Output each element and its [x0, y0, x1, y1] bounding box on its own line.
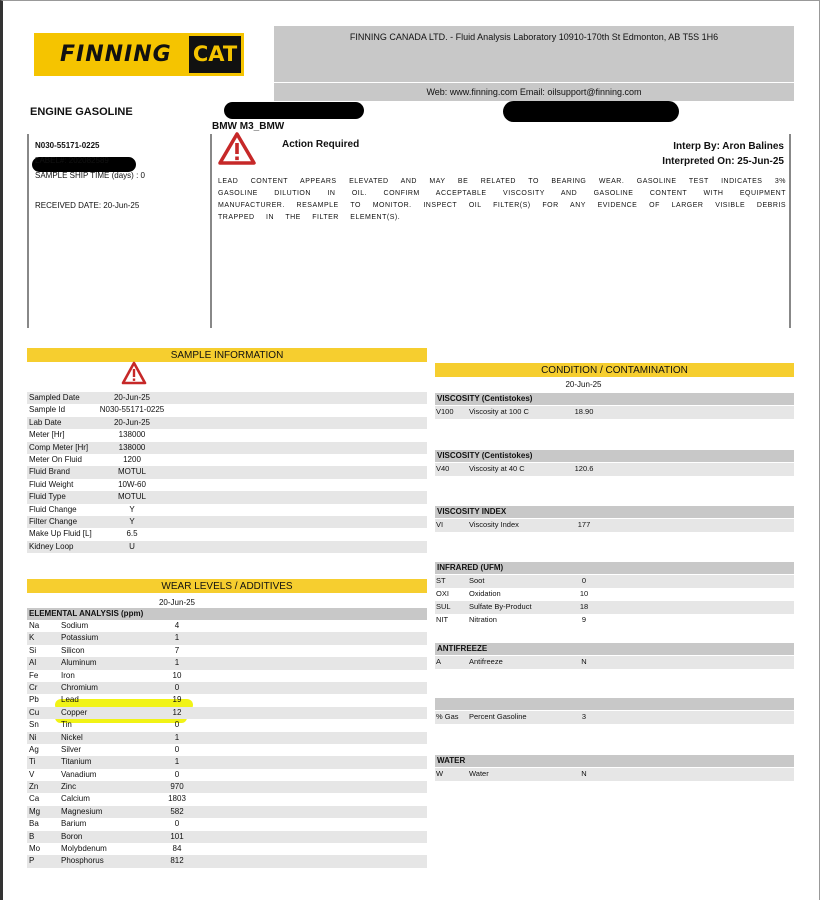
- group-header-ir: INFRARED (UFM): [435, 562, 794, 574]
- group-header-vi: VISCOSITY INDEX: [435, 506, 794, 518]
- condition-name: Viscosity at 40 C: [469, 464, 525, 473]
- element-symbol: Si: [29, 645, 37, 655]
- element-symbol: Sn: [29, 720, 39, 730]
- row-value: N030-55171-0225: [99, 405, 165, 415]
- interp-by: Interp By: Aron Balines: [673, 141, 784, 152]
- condition-symbol: V100: [436, 407, 454, 416]
- element-symbol: Ni: [29, 732, 37, 742]
- element-name: Phosphorus: [61, 856, 104, 866]
- element-name: Magnesium: [61, 806, 103, 816]
- sample-id: N030-55171-0225: [35, 141, 100, 150]
- divider-line: [210, 134, 212, 328]
- element-value: 101: [170, 831, 184, 841]
- condition-name: Viscosity at 100 C: [469, 407, 529, 416]
- elemental-table: [27, 620, 427, 868]
- warning-icon: [121, 361, 147, 385]
- element-value: 582: [170, 806, 184, 816]
- table-row: [27, 632, 427, 644]
- condition-value: N: [581, 657, 587, 666]
- condition-value: 18: [579, 602, 589, 611]
- element-name: Lead: [61, 695, 79, 705]
- row-label: Sample Id: [29, 405, 66, 415]
- condition-value: 18.90: [574, 407, 594, 416]
- condition-name: Water: [469, 769, 489, 778]
- element-name: Silver: [61, 744, 82, 754]
- element-value: 0: [174, 769, 180, 779]
- condition-value: 3: [581, 712, 587, 721]
- element-symbol: P: [29, 856, 35, 866]
- element-name: Iron: [61, 670, 75, 680]
- condition-name: Percent Gasoline: [469, 712, 527, 721]
- table-row: [27, 479, 427, 491]
- row-value: 10W-60: [118, 479, 146, 489]
- finning-cat-logo: [34, 33, 244, 76]
- table-row: [27, 831, 427, 843]
- lab-contact: Web: www.finning.com Email: oilsupport@finning.com: [426, 87, 642, 97]
- table-row: [435, 575, 794, 588]
- condition-date: 20-Jun-25: [565, 380, 602, 389]
- row-label: Meter On Fluid: [29, 454, 82, 464]
- interp-on: Interpreted On: 25-Jun-25: [662, 156, 784, 167]
- element-name: Titanium: [61, 757, 92, 767]
- element-symbol: Ca: [29, 794, 40, 804]
- table-row: [27, 756, 427, 768]
- row-value: Y: [129, 504, 135, 514]
- table-row: [27, 769, 427, 781]
- element-name: Potassium: [61, 633, 99, 643]
- lab-address: FINNING CANADA LTD. - Fluid Analysis Laboratory 10910-170th St Edmonton, AB T5S 1H6: [349, 32, 719, 42]
- element-value: 4: [174, 621, 180, 630]
- table-row: [27, 466, 427, 478]
- table-row: [27, 843, 427, 855]
- condition-symbol: NIT: [436, 615, 449, 624]
- row-label: Lab Date: [29, 417, 62, 427]
- element-symbol: Na: [29, 621, 40, 630]
- element-name: Sodium: [61, 621, 89, 630]
- row-value: 1200: [123, 454, 141, 464]
- row-label: Sampled Date: [29, 393, 80, 402]
- element-value: 970: [170, 782, 184, 792]
- element-name: Barium: [61, 819, 87, 829]
- interpretation-comment: LEAD CONTENT APPEARS ELEVATED AND MAY BE RELATED TO BEARING WEAR. GASOLINE TEST INDICATES 3% GASOLINE DILUTION IN OIL. CONFIRM ACCEPTABLE VISCOSITY AND GASOLINE CONTENT WITH EQUIPMENT MANUFACTURER. RESAMPLE TO MONITOR. INSPECT OIL FILTER(S) FOR ANY EVIDENCE OF LARGER VISIBLE DEBRIS TRAPPED IN THE FILTER ELEMENT(S).: [218, 178, 786, 221]
- redaction-bar: [224, 102, 364, 119]
- table-row: [27, 744, 427, 756]
- table-row: [27, 670, 427, 682]
- row-value: 138000: [118, 430, 146, 440]
- element-value: 1: [174, 757, 180, 767]
- element-value: 0: [174, 744, 180, 754]
- element-symbol: Pb: [29, 695, 39, 705]
- element-symbol: Mo: [29, 844, 41, 854]
- element-value: 1803: [168, 794, 186, 804]
- table-row: [27, 781, 427, 793]
- cat-wordmark: CAT: [189, 36, 241, 73]
- element-symbol: Zn: [29, 782, 39, 792]
- element-symbol: B: [29, 831, 35, 841]
- table-row: [27, 719, 427, 731]
- equipment-title: BMW M3_BMW: [212, 121, 285, 132]
- condition-symbol: VI: [436, 520, 444, 529]
- table-row: [27, 392, 427, 404]
- table-row: [435, 601, 794, 614]
- element-name: Silicon: [61, 645, 85, 655]
- row-value: Y: [129, 516, 135, 526]
- row-label: Fluid Brand: [29, 467, 70, 477]
- element-symbol: V: [29, 769, 35, 779]
- condition-name: Oxidation: [469, 589, 501, 598]
- element-value: 7: [174, 645, 180, 655]
- table-row: [27, 855, 427, 867]
- row-value: 20-Jun-25: [113, 393, 151, 402]
- table-row: [27, 491, 427, 503]
- element-name: Copper: [61, 707, 88, 717]
- condition-name: Nitration: [469, 615, 497, 624]
- condition-name: Sulfate By-Product: [469, 602, 532, 611]
- condition-header: CONDITION / CONTAMINATION: [435, 363, 794, 377]
- element-value: 1: [174, 633, 180, 643]
- row-value: 20-Jun-25: [113, 417, 151, 427]
- element-name: Tin: [61, 720, 72, 730]
- finning-wordmark: FINNING: [60, 42, 172, 67]
- element-value: 812: [170, 856, 184, 866]
- row-value: MOTUL: [118, 467, 146, 477]
- row-label: Meter [Hr]: [29, 430, 65, 440]
- condition-symbol: V40: [436, 464, 450, 473]
- group-header-gas: [435, 698, 794, 710]
- table-row: [27, 707, 427, 719]
- table-row: [27, 417, 427, 429]
- element-name: Molybdenum: [61, 844, 107, 854]
- table-row: [435, 406, 794, 419]
- sample-info-header: SAMPLE INFORMATION: [27, 348, 427, 362]
- table-row: [27, 694, 427, 706]
- element-symbol: Ti: [29, 757, 36, 767]
- sample-info-table: [27, 392, 427, 553]
- condition-symbol: OXI: [436, 589, 449, 598]
- group-header-water: WATER: [435, 755, 794, 767]
- table-row: [27, 516, 427, 528]
- condition-name: Antifreeze: [469, 657, 503, 666]
- table-row: [27, 818, 427, 830]
- condition-value: 177: [577, 520, 591, 529]
- row-label: Filter Change: [29, 516, 78, 526]
- table-row: [27, 429, 427, 441]
- table-row: [435, 711, 794, 724]
- table-row: [27, 657, 427, 669]
- row-value: 138000: [118, 442, 146, 452]
- table-row: [435, 768, 794, 781]
- table-row: [27, 528, 427, 540]
- redaction-bar: [503, 101, 679, 122]
- sample-ship-time: SAMPLE SHIP TIME (days) : 0: [35, 171, 145, 180]
- element-name: Zinc: [61, 782, 77, 792]
- condition-symbol: ST: [436, 576, 446, 585]
- compartment-title: ENGINE GASOLINE: [30, 106, 133, 118]
- condition-value: 120.6: [574, 464, 594, 473]
- table-row: [27, 793, 427, 805]
- table-row: [27, 541, 427, 553]
- element-value: 0: [174, 682, 180, 692]
- warning-icon: [218, 132, 256, 165]
- element-symbol: Al: [29, 658, 37, 668]
- element-name: Nickel: [61, 732, 83, 742]
- group-header-af: ANTIFREEZE: [435, 643, 794, 655]
- divider-line: [789, 134, 791, 328]
- element-value: 12: [172, 707, 182, 717]
- element-name: Vanadium: [61, 769, 97, 779]
- element-value: 1: [174, 658, 180, 668]
- condition-symbol: W: [436, 769, 444, 778]
- element-name: Chromium: [61, 682, 98, 692]
- condition-symbol: % Gas: [436, 712, 459, 721]
- table-row: [435, 519, 794, 532]
- table-row: [27, 454, 427, 466]
- element-symbol: Ag: [29, 744, 39, 754]
- element-symbol: K: [29, 633, 35, 643]
- interpretation-info: [662, 139, 784, 169]
- received-date: RECEIVED DATE: 20-Jun-25: [35, 201, 140, 210]
- row-label: Comp Meter [Hr]: [29, 442, 89, 452]
- elemental-analysis-header: ELEMENTAL ANALYSIS (ppm): [27, 608, 427, 620]
- element-name: Boron: [61, 831, 83, 841]
- element-name: Aluminum: [61, 658, 97, 668]
- row-label: Fluid Type: [29, 492, 66, 502]
- condition-symbol: A: [436, 657, 442, 666]
- action-status: Action Required: [282, 139, 360, 150]
- condition-value: 9: [581, 615, 587, 624]
- element-value: 0: [174, 720, 180, 730]
- element-value: 1: [174, 732, 180, 742]
- condition-name: Soot: [469, 576, 485, 585]
- table-row: [435, 588, 794, 601]
- element-value: 19: [172, 695, 182, 705]
- row-label: Fluid Weight: [29, 479, 74, 489]
- table-row: [27, 620, 427, 632]
- table-row: [27, 682, 427, 694]
- header-divider: [274, 82, 794, 83]
- sample-label: LABEL#: 202082589: [35, 156, 109, 165]
- condition-value: 0: [581, 576, 587, 585]
- table-row: [435, 614, 794, 627]
- table-row: [435, 656, 794, 669]
- row-value: U: [129, 541, 135, 551]
- table-row: [27, 806, 427, 818]
- row-value: 6.5: [126, 529, 138, 539]
- element-symbol: Mg: [29, 806, 41, 816]
- row-value: MOTUL: [118, 492, 146, 502]
- element-name: Calcium: [61, 794, 90, 804]
- condition-name: Viscosity Index: [469, 520, 519, 529]
- condition-value: N: [581, 769, 587, 778]
- row-label: Make Up Fluid [L]: [29, 529, 92, 539]
- row-label: Fluid Change: [29, 504, 77, 514]
- sample-identity: [35, 138, 145, 213]
- divider-line: [27, 134, 29, 328]
- group-header-v40: VISCOSITY (Centistokes): [435, 450, 794, 462]
- wear-levels-header: WEAR LEVELS / ADDITIVES: [27, 579, 427, 593]
- element-value: 84: [172, 844, 182, 854]
- element-symbol: Cr: [29, 682, 38, 692]
- table-row: [27, 504, 427, 516]
- table-row: [27, 645, 427, 657]
- table-row: [27, 732, 427, 744]
- table-row: [435, 463, 794, 476]
- condition-symbol: SUL: [436, 602, 451, 611]
- wear-date: 20-Jun-25: [158, 598, 196, 607]
- element-symbol: Ba: [29, 819, 39, 829]
- lab-header: [274, 26, 794, 101]
- row-label: Kidney Loop: [29, 541, 74, 551]
- group-header-v100: VISCOSITY (Centistokes): [435, 393, 794, 405]
- table-row: [27, 442, 427, 454]
- element-symbol: Cu: [29, 707, 40, 717]
- table-row: [27, 404, 427, 416]
- element-symbol: Fe: [29, 670, 39, 680]
- element-value: 10: [172, 670, 182, 680]
- element-value: 0: [174, 819, 180, 829]
- condition-value: 10: [579, 589, 589, 598]
